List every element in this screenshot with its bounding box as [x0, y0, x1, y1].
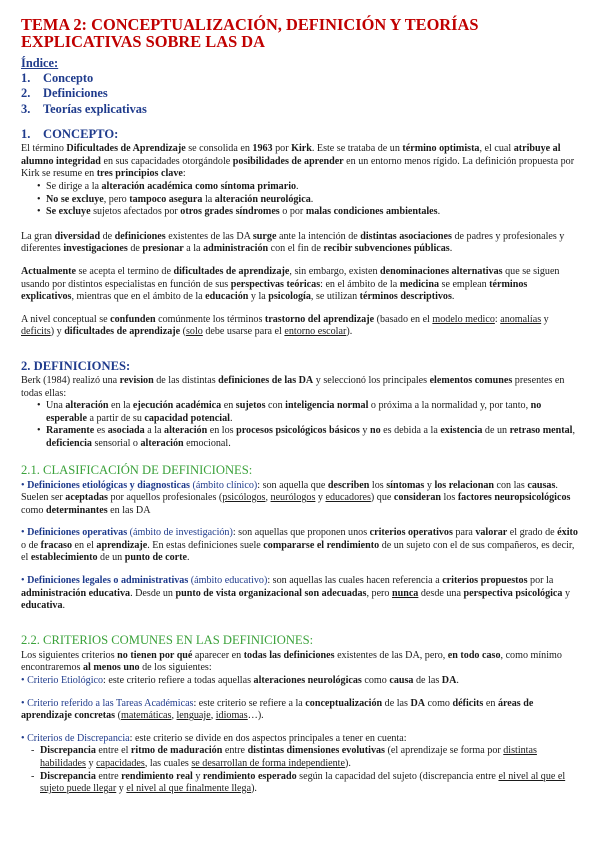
- bullet-list: [39, 400, 582, 450]
- paragraph: • Criterios de Discrepancia: este criterio se divide en dos aspectos principales a tener en cuenta:: [21, 732, 407, 744]
- section-heading-definiciones: 2. DEFINICIONES:: [21, 358, 131, 373]
- list-item: • Raramente es asociada a la alteración en los procesos psicológicos básicos y no es debida a la existencia de un retraso mental, deficiencia sensorial o alteración emocional.: [39, 425, 582, 450]
- section-heading-concepto: 1. CONCEPTO:: [21, 127, 119, 142]
- list-item: • Se dirige a la alteración académica como síntoma primario.: [39, 181, 582, 194]
- paragraph: El término Dificultades de Aprendizaje se consolida en 1963 por Kirk. Este se trataba de un término optimista, el cual atribuye al alumno integridad en sus capacidades otorgándole posibilidades de aprender en un entorno menos rígido. La definición propuesta por Kirk se resume en tres principios clave:: [21, 143, 575, 180]
- bullet-list: [39, 181, 582, 219]
- paragraph: Los siguientes criterios no tienen por qué aparecer en todas las definiciones existentes de las DA, pero, en todo caso, como mínimo encontraremos al menos uno de los siguientes: • Criterio Etiológico: este criterio refiere a todas aquellas alteraciones neurológicas como causa de las DA.: [21, 649, 562, 687]
- paragraph: • Definiciones operativas (ámbito de investigación): son aquellas que proponen unos criterios operativos para valorar el grado de éxito o de fracaso en el aprendizaje. En estas definiciones suele compararse el rendimiento de un sujeto con el de sus compañeros, es decir, el establecimiento de un punto de corte.: [21, 527, 578, 564]
- index-item: 2. Definiciones: [21, 86, 108, 101]
- index-item: 1. Concepto: [21, 71, 94, 85]
- dash-list: [31, 745, 582, 795]
- paragraph: La gran diversidad de definiciones existentes de las DA surge ante la intención de distintas asociaciones de padres y profesionales y diferentes investigaciones de presionar a la administración con el fin de recibir subvenciones públicas.: [21, 230, 565, 255]
- list-item: • Una alteración en la ejecución académica en sujetos con inteligencia normal o próxima a la normalidad y, por tanto, no esperable a partir de su capacidad potencial.: [39, 400, 582, 425]
- list-item: • No se excluye, pero tampoco asegura la alteración neurológica.: [39, 194, 582, 207]
- paragraph: A nivel conceptual se confunden comúnmente los términos trastorno del aprendizaje (basado en el modelo medico: anomalías y deficits) y dificultades de aprendizaje (solo debe usarse para el entorno escolar).: [21, 313, 549, 338]
- paragraph: Berk (1984) realizó una revision de las distintas definiciones de las DA y seleccionó los principales elementos comunes presentes en todas ellas:: [21, 374, 565, 399]
- subsection-heading-clasificacion: 2.1. CLASIFICACIÓN DE DEFINICIONES:: [21, 462, 253, 477]
- subsection-heading-criterios: 2.2. CRITERIOS COMUNES EN LAS DEFINICIONES:: [21, 632, 314, 647]
- paragraph: Actualmente se acepta el termino de dificultades de aprendizaje, sin embargo, existen denominaciones alternativas que se siguen usando por distintos especialistas en función de sus perspectivas teóricas: en el ámbito de la medicina se emplean términos explicativos, mientras que en el ámbito de la educación y la psicología, se utilizan términos descriptivos.: [21, 265, 560, 303]
- paragraph: • Definiciones etiológicas y diagnosticas (ámbito clínico): son aquella que describen los síntomas y los relacionan con las causas. Suelen ser aceptadas por aquellos profesionales (psicólogos, neurólogos y educadores) que consideran los factores neuropsicológicos como determinantes en las DA: [21, 479, 571, 516]
- index-item: 3. Teorías explicativas: [21, 101, 147, 116]
- list-item: - Discrepancia entre el ritmo de maduración entre distintas dimensiones evolutivas (el aprendizaje se forma por distintas habilidades y capacidades, las cuales se desarrollan de forma independiente).: [31, 745, 582, 770]
- list-item: • Se excluye sujetos afectados por otros grades síndromes o por malas condiciones ambientales.: [39, 206, 582, 219]
- index-heading: Índice:: [21, 56, 59, 70]
- paragraph: • Definiciones legales o administrativas (ámbito educativo): son aquellas las cuales hacen referencia a criterios propuestos por la administración educativa. Desde un punto de vista organizacional son adecuadas, pero nunca desde una perspectiva psicológica y educativa.: [21, 575, 571, 612]
- index-list: [21, 71, 582, 117]
- document-title: TEMA 2: CONCEPTUALIZACIÓN, DEFINICIÓN Y TEORÍAS EXPLICATIVAS SOBRE LAS DA: [21, 15, 479, 51]
- paragraph: • Criterio referido a las Tareas Académicas: este criterio se refiere a la conceptualización de las DA como déficits en áreas de aprendizaje concretas (matemáticas, lenguaje, idiomas…).: [21, 697, 534, 722]
- list-item: - Discrepancia entre rendimiento real y rendimiento esperado según la capacidad del sujeto (discrepancia entre el nivel al que el sujeto puede llegar y el nivel al que finalmente llega).: [31, 771, 582, 796]
